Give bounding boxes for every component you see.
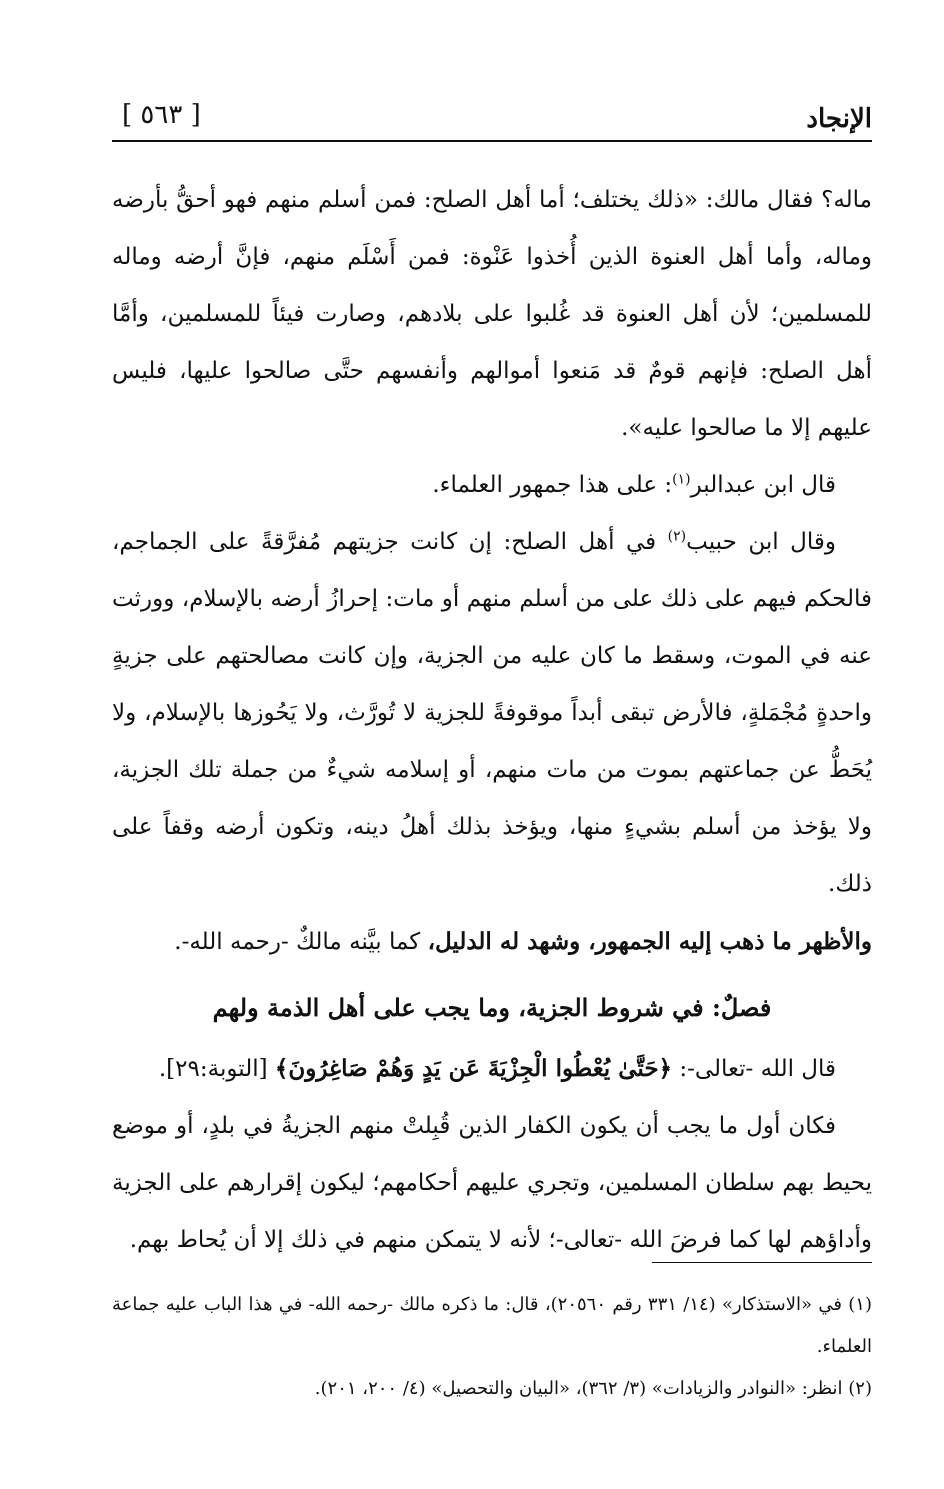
footnote-1: (١) في «الاستذكار» (١٤/ ٣٣١ رقم ٢٠٥٦٠)، قال: ما ذكره مالك -رحمه الله- في هذا الباب عليه جماعة العلماء. bbox=[112, 1294, 872, 1357]
page-header bbox=[112, 96, 872, 136]
page-number: [ ٥٦٣ ] bbox=[122, 100, 201, 130]
running-title: الإنجاد bbox=[806, 104, 872, 134]
header-divider bbox=[112, 140, 872, 142]
footnotes bbox=[112, 1284, 872, 1410]
paragraph-quran-verse bbox=[112, 1040, 872, 1098]
paragraph-conditions: فكان أول ما يجب أن يكون الكفار الذين قُبِلتْ منهم الجزيةُ في بلدٍ، أو موضع يحيط بهم سلطان المسلمين، وتجري عليهم أحكامهم؛ ليكون إقرارهم على الجزية وأداؤهم لها كما فرضَ الله -تعالى-؛ لأنه لا يتمكن منهم في ذلك إلا أن يُحاط بهم. bbox=[112, 1113, 872, 1253]
paragraph-text: كما بيَّنه مالكٌ -رحمه الله-. bbox=[174, 929, 428, 955]
verse-citation: [التوبة:٢٩]. bbox=[158, 1056, 275, 1082]
footnote-2: (٢) انظر: «النوادر والزيادات» (٣/ ٣٦٢)، «البيان والتحصيل» (٤/ ٢٠٠، ٢٠١). bbox=[314, 1378, 872, 1399]
paragraph-text: قال الله -تعالى-: bbox=[672, 1056, 836, 1082]
paragraph-text: في أهل الصلح: إن كانت جزيتهم مُفرَّقةً على الجماجم، فالحكم فيهم على ذلك على من أسلم منهم أو مات: إحرازُ أرضه بالإسلام، وورثت عنه في الموت، وسقط ما كان عليه من الجزية، وإن كانت مصالحتهم على جزيةٍ واحدةٍ مُجْمَلةٍ، فالأرض تبقى أبداً موقوفةً للجزية لا تُورَّث، ولا يَحُوزها بالإسلام، ولا يُحَطُّ عن جماعتهم بموت من مات منهم، أو إسلامه شيءٌ من جملة تلك الجزية، ولا يؤخذ من أسلم بشيءٍ منها، ويؤخذ بذلك أهلُ دينه، وتكون أرضه وقفاً على ذلك. bbox=[112, 529, 872, 897]
paragraph-ibn-habib bbox=[112, 514, 872, 913]
footnote-reference: (٢) bbox=[667, 528, 687, 545]
footnote-divider bbox=[652, 1262, 872, 1263]
bold-statement: والأظهر ما ذهب إليه الجمهور، وشهد له الدليل، bbox=[427, 928, 872, 955]
paragraph-malik-quote: ماله؟ فقال مالك: «ذلك يختلف؛ أما أهل الصلح: فمن أسلم منهم فهو أحقُّ بأرضه وماله، وأما أهل العنوة الذين أُخذوا عَنْوة: فمن أَسْلَم منهم، فإنَّ أرضه وماله للمسلمين؛ لأن أهل العنوة قد غُلبوا على بلادهم، وصارت فيئاً للمسلمين، وأمَّا أهل الصلح: فإنهم قومٌ قد مَنعوا أموالهم وأنفسهم حتَّى صالحوا عليها، فليس عليهم إلا ما صالحوا عليه». bbox=[112, 187, 872, 441]
quran-verse: ﴿حَتَّىٰ يُعْطُوا الْجِزْيَةَ عَن يَدٍ وَهُمْ صَاغِرُونَ﴾ bbox=[274, 1055, 673, 1082]
paragraph-text: : على هذا جمهور العلماء. bbox=[432, 472, 673, 498]
section-heading: فصلٌ: في شروط الجزية، وما يجب على أهل الذمة ولهم bbox=[212, 993, 772, 1022]
paragraph-conclusion bbox=[112, 913, 872, 971]
main-text bbox=[112, 172, 872, 1269]
footnote-reference: (١) bbox=[672, 471, 691, 488]
paragraph-text: قال ابن عبدالبر bbox=[690, 472, 836, 498]
paragraph-text: وقال ابن حبيب bbox=[686, 529, 836, 555]
paragraph-ibn-abdulbarr bbox=[112, 457, 872, 514]
